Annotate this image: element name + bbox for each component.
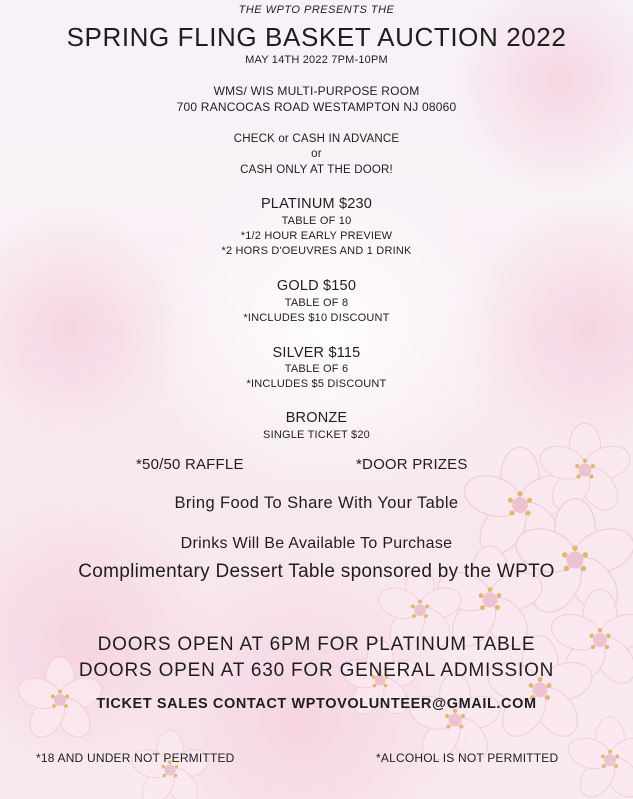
silver-tier-name: SILVER $115 (272, 345, 361, 361)
gold-tier-detail: TABLE OF 8 (284, 297, 349, 309)
platinum-tier-detail: *2 HORS D'OEUVRES AND 1 DRINK (221, 245, 412, 257)
door-prizes-note: *DOOR PRIZES (356, 456, 468, 473)
bronze-tier-detail: SINGLE TICKET $20 (263, 429, 370, 441)
payment-door: CASH ONLY AT THE DOOR! (240, 164, 393, 176)
doors-platinum: DOORS OPEN AT 6PM FOR PLATINUM TABLE (97, 634, 536, 655)
platinum-tier-detail: *1/2 HOUR EARLY PREVIEW (240, 230, 393, 242)
payment-or: or (311, 148, 322, 160)
payment-advance: CHECK or CASH IN ADVANCE (233, 133, 400, 145)
gold-tier-detail: *INCLUDES $10 DISCOUNT (243, 312, 390, 324)
silver-tier-detail: *INCLUDES $5 DISCOUNT (246, 378, 387, 390)
event-title: SPRING FLING BASKET AUCTION 2022 (66, 22, 567, 52)
event-date: MAY 14TH 2022 7PM-10PM (245, 54, 388, 66)
silver-tier-detail: TABLE OF 6 (284, 363, 349, 375)
venue-address: 700 RANCOCAS ROAD WESTAMPTON NJ 08060 (176, 100, 457, 114)
ticket-contact: TICKET SALES CONTACT WPTOVOLUNTEER@GMAIL.COM (96, 696, 537, 712)
platinum-tier-name: PLATINUM $230 (260, 196, 373, 212)
food-note: Bring Food To Share With Your Table (174, 494, 459, 512)
age-restriction-note: *18 AND UNDER NOT PERMITTED (36, 751, 235, 765)
dessert-note: Complimentary Dessert Table sponsored by the WPTO (78, 561, 555, 582)
doors-general: DOORS OPEN AT 630 FOR GENERAL ADMISSION (78, 660, 555, 681)
alcohol-restriction-note: *ALCOHOL IS NOT PERMITTED (376, 751, 559, 765)
presents-line: THE WPTO PRESENTS THE (238, 4, 395, 16)
platinum-tier-detail: TABLE OF 10 (281, 215, 352, 227)
gold-tier-name: GOLD $150 (276, 278, 357, 294)
venue-room: WMS/ WIS MULTI-PURPOSE ROOM (213, 84, 420, 98)
bronze-tier-name: BRONZE (285, 410, 348, 426)
drinks-note: Drinks Will Be Available To Purchase (180, 535, 453, 552)
raffle-note: *50/50 RAFFLE (136, 456, 244, 473)
